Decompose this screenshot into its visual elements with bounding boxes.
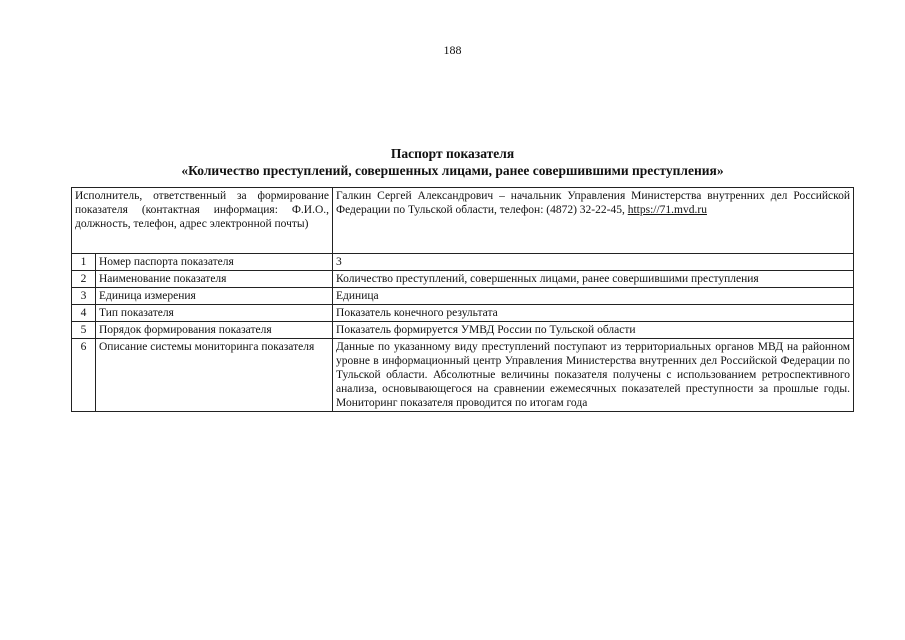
table-row: [72, 339, 854, 412]
row-label: Номер паспорта показателя: [96, 254, 333, 271]
row-label: Описание системы мониторинга показателя: [96, 339, 333, 412]
row-label: Наименование показателя: [96, 271, 333, 288]
executor-label: Исполнитель, ответственный за формирование показателя (контактная информация: Ф.И.О., должность, телефон, адрес электронной почты): [72, 188, 333, 254]
row-value: Показатель формируется УМВД России по Тульской области: [333, 322, 854, 339]
row-value: Количество преступлений, совершенных лицами, ранее совершившими преступления: [333, 271, 854, 288]
indicator-passport-table: [71, 187, 854, 412]
row-number: 4: [72, 305, 96, 322]
table-row: [72, 288, 854, 305]
table-row: [72, 271, 854, 288]
row-label: Порядок формирования показателя: [96, 322, 333, 339]
row-value: Единица: [333, 288, 854, 305]
row-value: Показатель конечного результата: [333, 305, 854, 322]
executor-row: [72, 188, 854, 254]
executor-website-link[interactable]: https://71.mvd.ru: [627, 204, 707, 216]
table-row: [72, 254, 854, 271]
title-line-1: Паспорт показателя: [390, 146, 515, 161]
executor-text: Галкин Сергей Александрович – начальник Управления Министерства внутренних дел Российской Федерации по Тульской области, телефон: (4872) 32-22-45,: [336, 190, 851, 216]
title-line-2: «Количество преступлений, совершенных лицами, ранее совершившими преступления»: [181, 163, 724, 178]
table-row: [72, 322, 854, 339]
page-number: 188: [443, 43, 462, 57]
table-row: [72, 305, 854, 322]
row-number: 2: [72, 271, 96, 288]
row-number: 1: [72, 254, 96, 271]
row-label: Тип показателя: [96, 305, 333, 322]
row-number: 5: [72, 322, 96, 339]
row-number: 3: [72, 288, 96, 305]
executor-value: [333, 188, 854, 254]
row-value: Данные по указанному виду преступлений поступают из территориальных органов МВД на районном уровне в информационный центр Управления Министерства внутренних дел Российской Федерации по Тульской области. Абсолютные величины показателя получены с использованием ретроспективного анализа, основывающегося на сравнении ежемесячных показателей преступности за прошлые годы. Мониторинг показателя проводится по итогам года: [333, 339, 854, 412]
row-number: 6: [72, 339, 96, 412]
row-value: 3: [333, 254, 854, 271]
row-label: Единица измерения: [96, 288, 333, 305]
document-title: [0, 145, 905, 179]
